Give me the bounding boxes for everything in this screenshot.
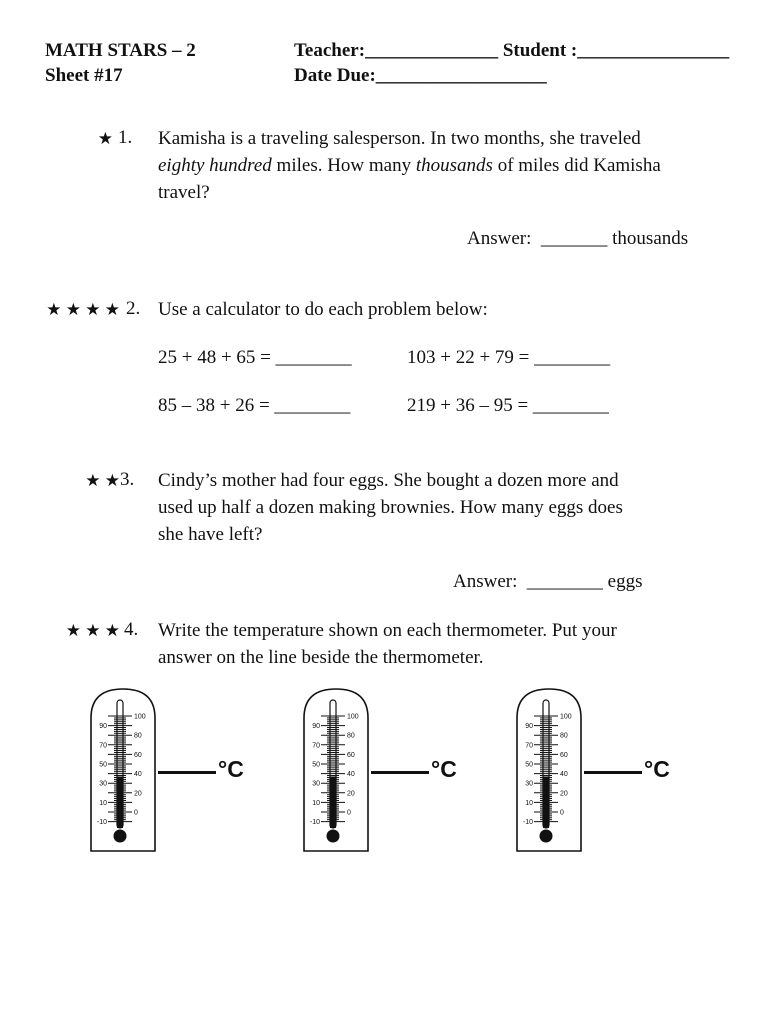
problem-2-equation-1[interactable]: 25 + 48 + 65 = ________ bbox=[158, 347, 352, 368]
thermometer-left-label: 30 bbox=[525, 780, 533, 788]
problem-3-answer[interactable] bbox=[453, 568, 642, 595]
thermometer-right-label: 100 bbox=[134, 713, 146, 721]
problem-4-stars: ★ ★ ★ bbox=[65, 621, 120, 640]
thermometer-left-label: -10 bbox=[522, 819, 533, 827]
thermometer-3 bbox=[516, 688, 582, 852]
thermometer-right-label: 60 bbox=[134, 751, 142, 759]
problem-3-line-1: Cindy’s mother had four eggs. She bought a dozen more and bbox=[158, 470, 619, 491]
thermometer-left-label: 50 bbox=[99, 761, 107, 769]
problem-2-number: 2. bbox=[126, 298, 141, 319]
thermometer-mercury bbox=[543, 776, 549, 828]
problem-4-number: 4. bbox=[124, 619, 139, 640]
date-due-label: Date Due: bbox=[294, 65, 376, 86]
thermometer-mercury bbox=[330, 776, 336, 828]
thermometer-right-label: 0 bbox=[560, 809, 564, 817]
thermometer-left-label: 30 bbox=[312, 780, 320, 788]
problem-1-line-3: travel? bbox=[158, 182, 210, 203]
problem-1-answer-unit: thousands bbox=[612, 228, 689, 249]
thermometer-bulb bbox=[327, 830, 340, 843]
problem-1-line-1: Kamisha is a traveling salesperson. In two months, she traveled bbox=[158, 128, 641, 149]
problem-1-stars: ★ bbox=[97, 129, 113, 148]
thermometer-right-label: 80 bbox=[134, 732, 142, 740]
problem-2-instruction: Use a calculator to do each problem below: bbox=[158, 299, 488, 320]
problem-1-emphasis-thousands: thousands bbox=[415, 155, 493, 176]
problem-1-answer[interactable] bbox=[467, 225, 688, 252]
problem-3-answer-blank[interactable]: ________ bbox=[526, 571, 603, 592]
thermometer-right-label: 40 bbox=[347, 771, 355, 779]
problem-2-equation-4[interactable]: 219 + 36 – 95 = ________ bbox=[407, 395, 609, 416]
problem-3-number: 3. bbox=[120, 469, 135, 490]
thermometer-right-label: 100 bbox=[347, 713, 359, 721]
thermometer-left-label: 90 bbox=[312, 723, 320, 731]
thermometer-bulb bbox=[540, 830, 553, 843]
thermometer-left-label: 10 bbox=[525, 799, 533, 807]
thermometer-1 bbox=[90, 688, 156, 852]
problem-3-stars: ★ ★ bbox=[85, 471, 120, 490]
date-due-blank[interactable]: __________________ bbox=[375, 65, 547, 86]
thermometer-left-label: 90 bbox=[525, 723, 533, 731]
problem-4-line-1: Write the temperature shown on each thermometer. Put your bbox=[158, 620, 617, 641]
thermometer-1-answer[interactable] bbox=[158, 756, 244, 783]
thermometer-right-label: 0 bbox=[347, 809, 351, 817]
thermometer-mercury bbox=[117, 776, 123, 828]
thermometer-left-label: 70 bbox=[99, 742, 107, 750]
thermometer-2-answer[interactable] bbox=[371, 756, 457, 783]
thermometer-right-label: 40 bbox=[560, 771, 568, 779]
thermometer-right-label: 80 bbox=[560, 732, 568, 740]
thermometer-left-label: -10 bbox=[309, 819, 320, 827]
student-blank[interactable]: ________________ bbox=[577, 40, 730, 61]
thermometer-bulb bbox=[114, 830, 127, 843]
thermometer-left-label: 70 bbox=[525, 742, 533, 750]
teacher-field[interactable] bbox=[294, 40, 729, 62]
thermometer-right-label: 40 bbox=[134, 771, 142, 779]
thermometer-left-label: 90 bbox=[99, 723, 107, 731]
problem-1-line-2-end: of miles did Kamisha bbox=[492, 155, 661, 176]
teacher-blank[interactable]: ______________ bbox=[365, 40, 499, 61]
problem-2-stars: ★ ★ ★ ★ bbox=[46, 300, 120, 319]
problem-1-answer-label: Answer: bbox=[467, 228, 532, 249]
problem-2-equation-3[interactable]: 85 – 38 + 26 = ________ bbox=[158, 395, 351, 416]
problem-3-answer-label: Answer: bbox=[453, 571, 518, 592]
thermometer-right-label: 20 bbox=[560, 790, 568, 798]
thermometer-left-label: 50 bbox=[312, 761, 320, 769]
thermometer-group-1 bbox=[90, 688, 156, 857]
thermometer-2-unit: °C bbox=[431, 756, 457, 782]
problem-3-line-3: she have left? bbox=[158, 524, 263, 545]
thermometer-group-3 bbox=[516, 688, 582, 857]
thermometer-right-label: 60 bbox=[347, 751, 355, 759]
thermometer-right-label: 20 bbox=[347, 790, 355, 798]
thermometer-right-label: 20 bbox=[134, 790, 142, 798]
problem-1-number: 1. bbox=[118, 127, 133, 148]
problem-3-line-2: used up half a dozen making brownies. How many eggs does bbox=[158, 497, 623, 518]
student-label: Student : bbox=[502, 40, 578, 61]
thermometer-right-label: 80 bbox=[347, 732, 355, 740]
problem-3-answer-unit: eggs bbox=[607, 571, 643, 592]
thermometer-left-label: 10 bbox=[99, 799, 107, 807]
problem-4-line-2: answer on the line beside the thermometer. bbox=[158, 647, 484, 668]
thermometer-2 bbox=[303, 688, 369, 852]
thermometer-2-answer-line[interactable] bbox=[371, 771, 429, 774]
thermometer-left-label: 10 bbox=[312, 799, 320, 807]
thermometer-left-label: -10 bbox=[96, 819, 107, 827]
thermometer-right-label: 100 bbox=[560, 713, 572, 721]
thermometer-right-label: 60 bbox=[560, 751, 568, 759]
thermometer-1-unit: °C bbox=[218, 756, 244, 782]
problem-1-answer-blank[interactable]: _______ bbox=[540, 228, 608, 249]
thermometer-1-answer-line[interactable] bbox=[158, 771, 216, 774]
sheet-number: Sheet #17 bbox=[45, 65, 123, 86]
problem-1-line-2-mid: miles. How many bbox=[271, 155, 416, 176]
problem-1-emphasis-eighty-hundred: eighty hundred bbox=[158, 155, 272, 176]
thermometer-left-label: 70 bbox=[312, 742, 320, 750]
worksheet-title: MATH STARS – 2 bbox=[45, 40, 196, 61]
thermometer-left-label: 30 bbox=[99, 780, 107, 788]
thermometer-3-answer-line[interactable] bbox=[584, 771, 642, 774]
thermometer-left-label: 50 bbox=[525, 761, 533, 769]
date-due-field[interactable] bbox=[294, 65, 547, 87]
teacher-label: Teacher: bbox=[294, 40, 366, 61]
thermometer-right-label: 0 bbox=[134, 809, 138, 817]
thermometer-group-2 bbox=[303, 688, 369, 857]
problem-1-line-2 bbox=[158, 152, 661, 179]
thermometer-3-answer[interactable] bbox=[584, 756, 670, 783]
thermometer-3-unit: °C bbox=[644, 756, 670, 782]
problem-2-equation-2[interactable]: 103 + 22 + 79 = ________ bbox=[407, 347, 611, 368]
